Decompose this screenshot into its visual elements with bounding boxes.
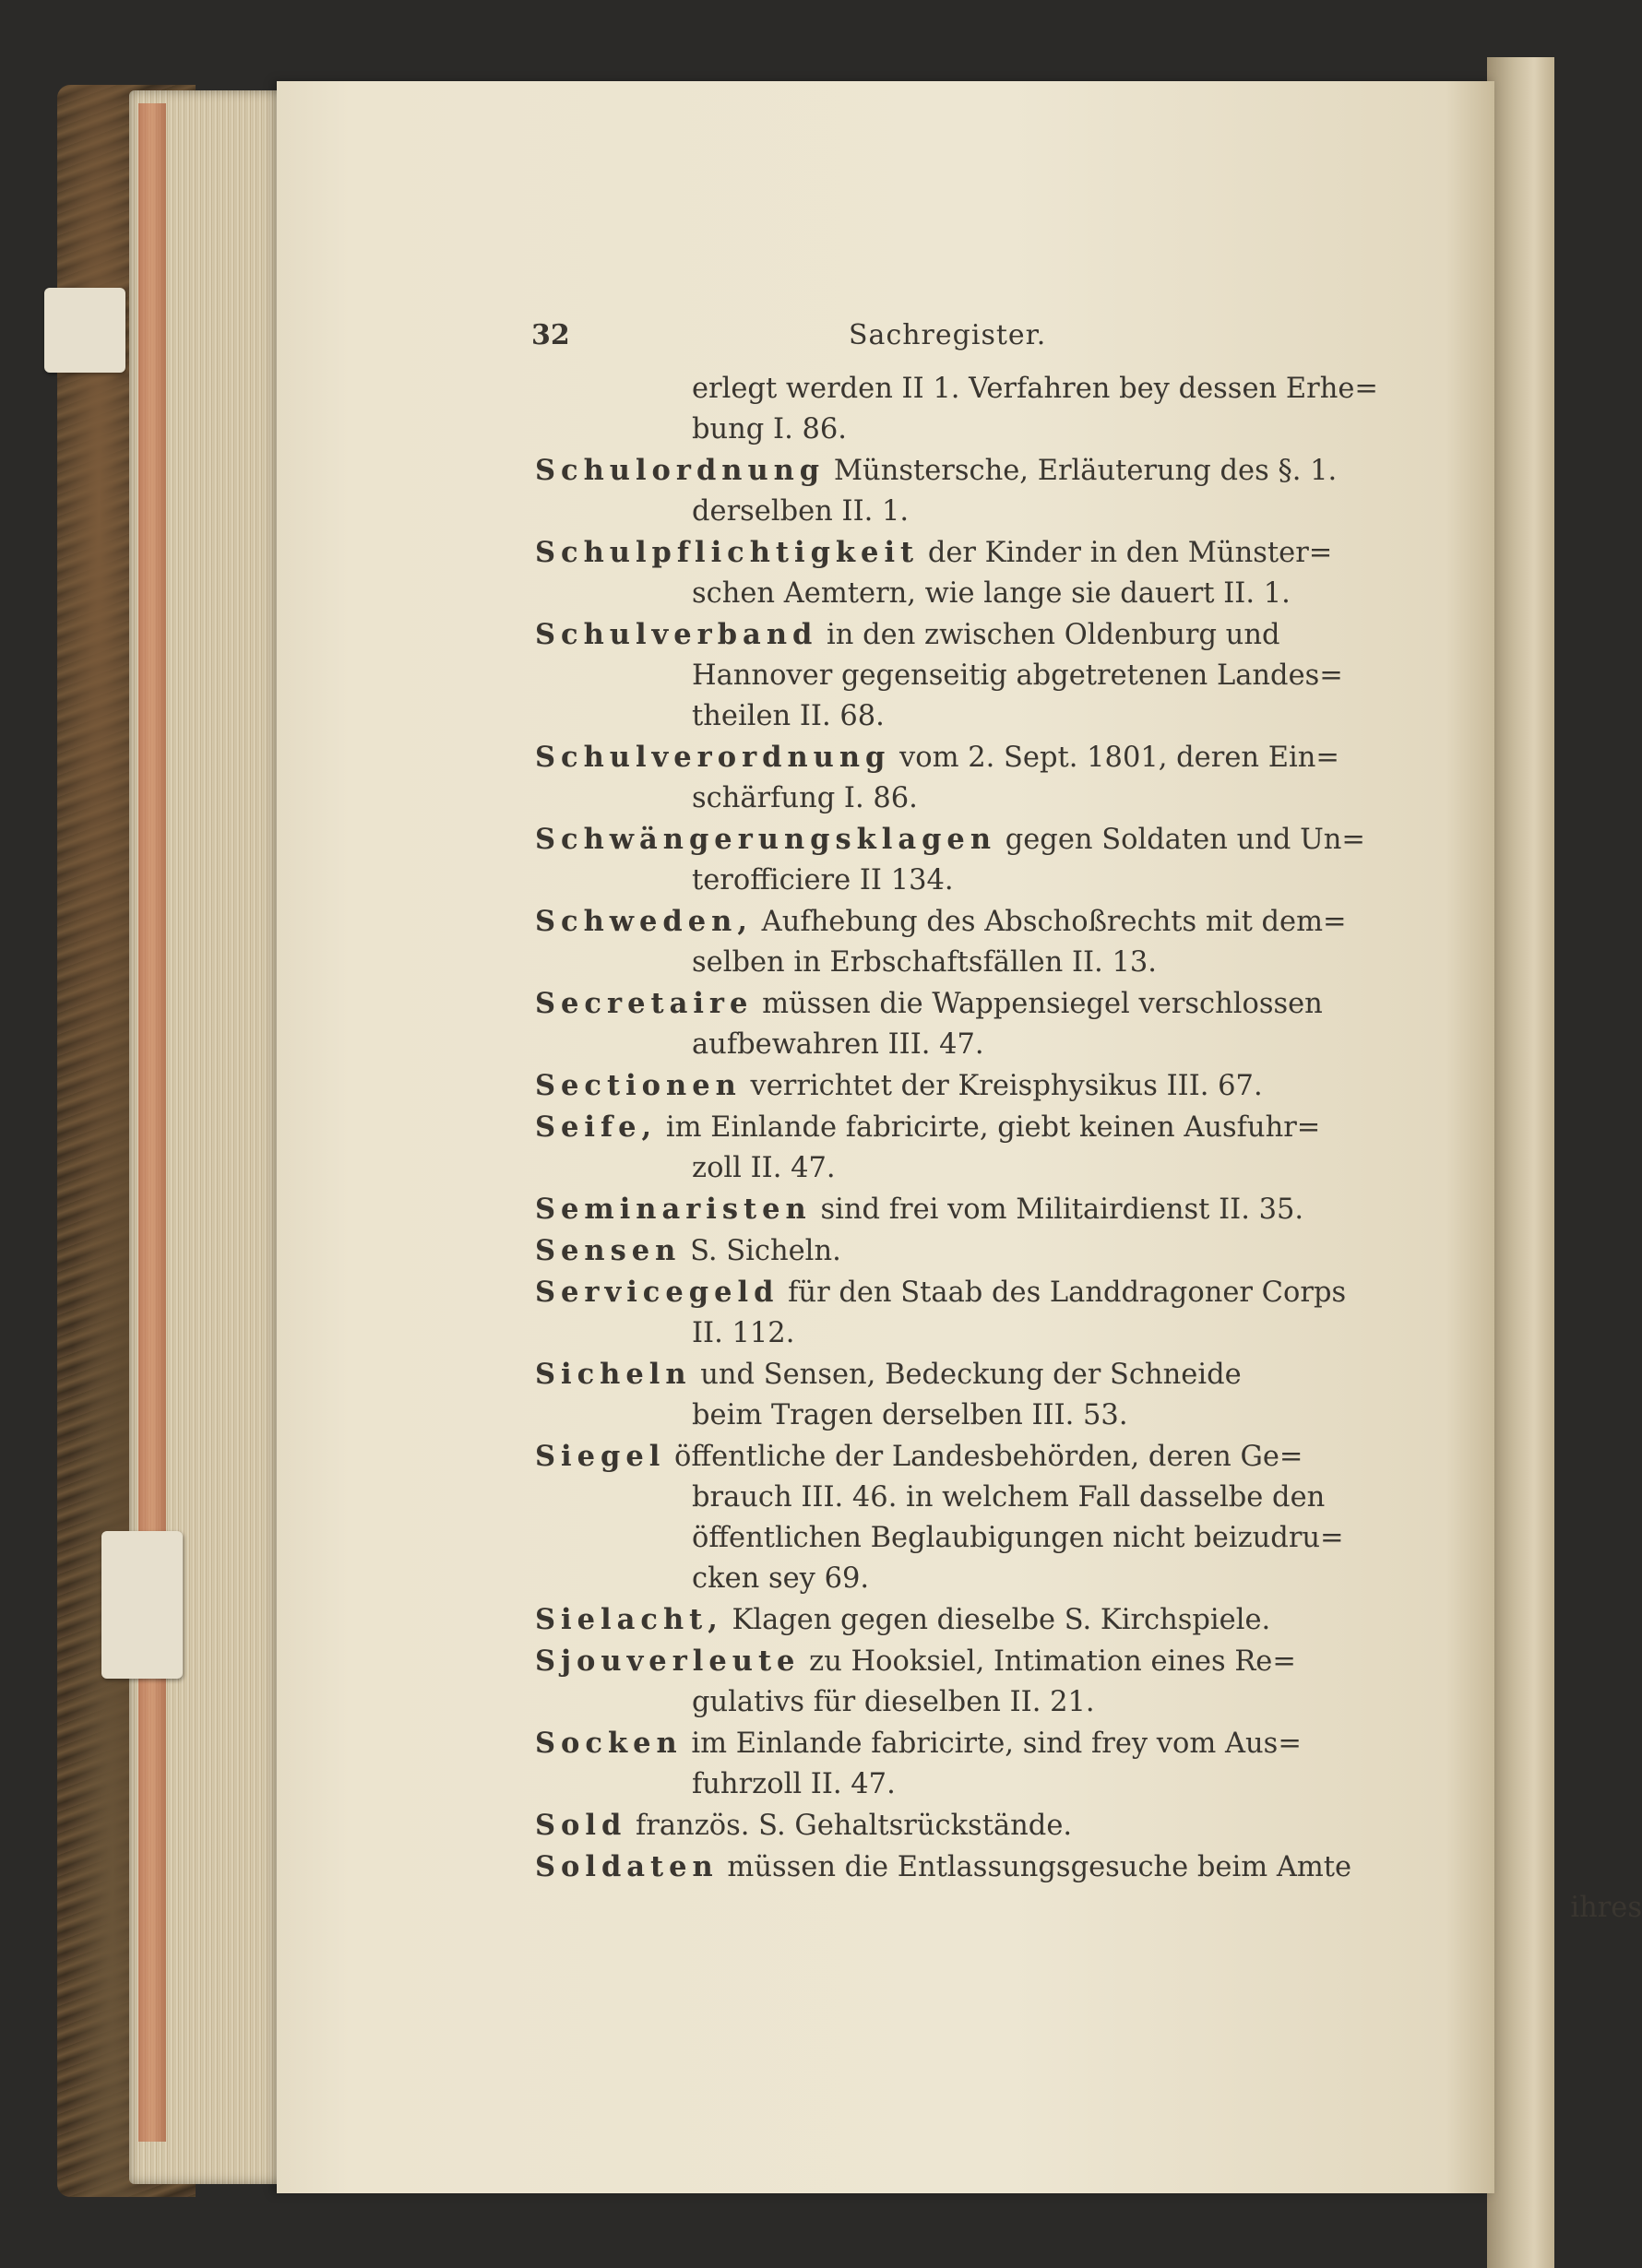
entry-line: zu Hooksiel, Intimation eines Re= — [809, 1645, 1296, 1678]
entry-line: im Einlande fabricirte, giebt keinen Ausfuhr= — [665, 1111, 1321, 1144]
entry-line: französ. S. Gehaltsrückstände. — [636, 1810, 1073, 1842]
page-header — [277, 319, 1494, 356]
entry-lemma: Sectionen — [535, 1069, 742, 1102]
entry-lemma: Schulpflichtigkeit — [535, 536, 920, 569]
entry-line: schärfung I. 86. — [692, 782, 918, 814]
entry-line: sind frei vom Militairdienst II. 35. — [820, 1193, 1304, 1226]
entry-lemma: Schulverordnung — [535, 741, 891, 774]
index-entry — [535, 1065, 1642, 1107]
entry-line: müssen die Wappensiegel verschlossen — [762, 988, 1323, 1020]
entry-lemma: Secretaire — [535, 987, 754, 1020]
entry-line: aufbewahren III. 47. — [692, 1028, 984, 1061]
entry-line: theilen II. 68. — [692, 700, 885, 732]
entry-line: brauch III. 46. in welchem Fall dasselbe den — [692, 1481, 1326, 1514]
entry-lemma: Schulverband — [535, 618, 818, 651]
entry-lemma: Schwängerungsklagen — [535, 823, 997, 856]
bookmark-tab-bottom — [101, 1531, 183, 1679]
entry-line: im Einlande fabricirte, sind frey vom Aus= — [691, 1728, 1302, 1760]
entry-line: beim Tragen derselben III. 53. — [692, 1399, 1128, 1431]
index-entry — [535, 819, 1642, 901]
index-entry — [535, 1436, 1642, 1599]
index-entry — [535, 1805, 1642, 1846]
entry-line: cken sey 69. — [692, 1562, 870, 1595]
index-entry — [535, 450, 1642, 532]
page-number: 32 — [531, 319, 570, 351]
entry-line: terofficiere II 134. — [692, 864, 954, 897]
entry-line: für den Staab des Landdragoner Corps — [788, 1276, 1347, 1309]
entry-line: müssen die Entlassungsgesuche beim Amte — [727, 1851, 1352, 1883]
index-entry — [535, 1723, 1642, 1805]
running-title: Sachregister. — [849, 319, 1047, 351]
index-entry — [535, 1599, 1642, 1641]
entry-lemma: Servicegeld — [535, 1276, 779, 1309]
index-entry — [535, 1230, 1642, 1272]
index-entry — [535, 369, 1642, 450]
entry-line: Klagen gegen dieselbe S. Kirchspiele. — [732, 1604, 1271, 1636]
entry-line: zoll II. 47. — [692, 1152, 836, 1184]
entry-line: schen Aemtern, wie lange sie dauert II. 1. — [692, 577, 1291, 610]
index-entry — [535, 532, 1642, 614]
entry-line: verrichtet der Kreisphysikus III. 67. — [750, 1070, 1263, 1102]
entry-lemma: Sicheln — [535, 1358, 692, 1391]
index-entry — [535, 1189, 1642, 1230]
entry-lemma: Socken — [535, 1727, 683, 1760]
index-entry — [535, 1272, 1642, 1354]
bookmark-tab-top — [44, 288, 125, 373]
entry-line: erlegt werden II 1. Verfahren bey dessen Erhe= — [692, 373, 1378, 405]
book-page — [277, 81, 1642, 2193]
entry-line: S. Sicheln. — [690, 1235, 841, 1267]
entry-line: öffentlichen Beglaubigungen nicht beizudru= — [692, 1522, 1344, 1554]
entry-line: gegen Soldaten und Un= — [1005, 824, 1365, 856]
entry-line: der Kinder in den Münster= — [927, 537, 1333, 569]
index-entry — [535, 737, 1642, 819]
entry-line: bung I. 86. — [692, 413, 847, 445]
index-entry — [535, 1641, 1642, 1723]
entry-lemma: Sensen — [535, 1234, 682, 1267]
entry-line: gulativs für dieselben II. 21. — [692, 1686, 1095, 1718]
entry-line: öffentliche der Landesbehörden, deren Ge= — [674, 1441, 1303, 1473]
index-entries — [535, 369, 1642, 1929]
entry-lemma: Soldaten — [535, 1850, 719, 1883]
entry-lemma: Seife, — [535, 1110, 658, 1144]
entry-lemma: Sold — [535, 1809, 627, 1842]
entry-lemma: Schweden, — [535, 905, 753, 938]
entry-line: vom 2. Sept. 1801, deren Ein= — [899, 742, 1339, 774]
entry-lemma: Siegel — [535, 1440, 666, 1473]
entry-line: Aufhebung des Abschoßrechts mit dem= — [761, 906, 1347, 938]
index-entry — [535, 1846, 1642, 1929]
index-entry — [535, 901, 1642, 983]
entry-line: II. 112. — [692, 1317, 795, 1349]
index-entry — [535, 614, 1642, 737]
entry-lemma: Schulordnung — [535, 454, 826, 487]
entry-line: in den zwischen Oldenburg und — [827, 619, 1280, 651]
entry-line: ihres — [1570, 1892, 1642, 1924]
entry-line: Hannover gegenseitig abgetretenen Landes= — [692, 659, 1343, 692]
red-page-edge — [138, 103, 166, 2142]
entry-lemma: Sielacht, — [535, 1603, 723, 1636]
entry-line: und Sensen, Bedeckung der Schneide — [700, 1359, 1242, 1391]
entry-line: selben in Erbschaftsfällen II. 13. — [692, 946, 1157, 979]
entry-lemma: Seminaristen — [535, 1193, 812, 1226]
index-entry — [535, 1354, 1642, 1436]
entry-line: derselben II. 1. — [692, 495, 910, 528]
entry-line: fuhrzoll II. 47. — [692, 1768, 896, 1800]
index-entry — [535, 1107, 1642, 1189]
entry-lemma: Sjouverleute — [535, 1645, 801, 1678]
entry-line: Münstersche, Erläuterung des §. 1. — [833, 455, 1338, 487]
index-entry — [535, 983, 1642, 1065]
